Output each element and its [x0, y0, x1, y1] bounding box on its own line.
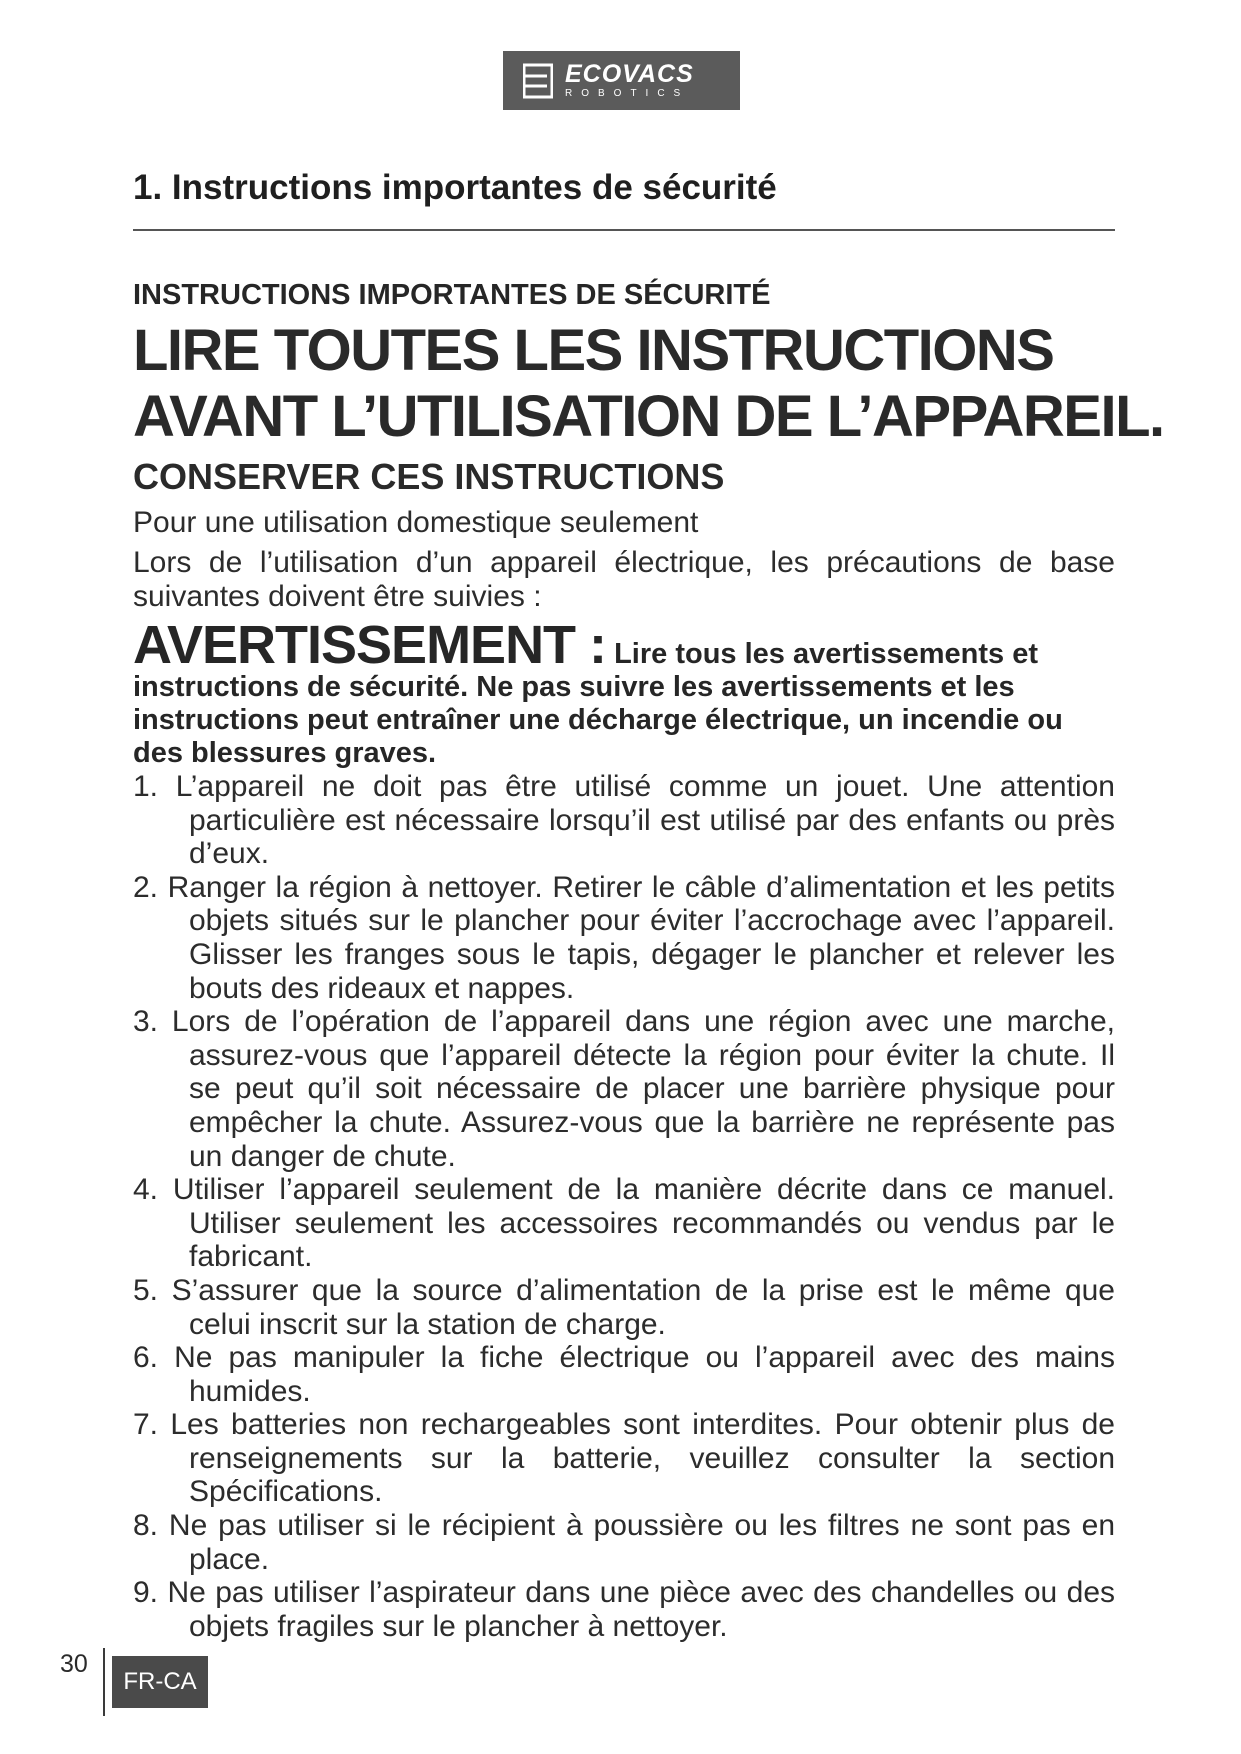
- heading-important-safety: INSTRUCTIONS IMPORTANTES DE SÉCURITÉ: [133, 279, 771, 311]
- heading-read-all-line2: AVANT L’UTILISATION DE L’APPAREIL.: [133, 384, 1164, 449]
- list-item: 6. Ne pas manipuler la fiche électrique ou l’appareil avec des mains humides.: [133, 1341, 1115, 1408]
- footer-divider: [103, 1648, 105, 1716]
- list-item: 2. Ranger la région à nettoyer. Retirer le câble d’alimentation et les petits objets situés sur le plancher pour éviter l’accrochage avec l’appareil. Glisser les franges sous le tapis, dégager le plancher et relever les bouts des rideaux et nappes.: [133, 870, 1115, 1005]
- heading-read-all-line1: LIRE TOUTES LES INSTRUCTIONS: [133, 318, 1054, 383]
- heading-keep-instructions: CONSERVER CES INSTRUCTIONS: [133, 456, 725, 497]
- logo-text: [565, 59, 694, 100]
- warning-text: Lire tous les avertissements et instructions de sécurité. Ne pas suivre les avertissements et les instructions peut entraîner une décharge électrique, un incendie ou des blessures graves.: [133, 638, 1063, 769]
- list-item: 8. Ne pas utiliser si le récipient à poussière ou les filtres ne sont pas en place.: [133, 1509, 1115, 1576]
- list-item: 5. S’assurer que la source d’alimentation de la prise est le même que celui inscrit sur la station de charge.: [133, 1273, 1115, 1341]
- list-item: 7. Les batteries non rechargeables sont interdites. Pour obtenir plus de renseignements sur la batterie, veuillez consulter la section Spécifications.: [133, 1408, 1115, 1509]
- warning-paragraph: [133, 615, 1115, 770]
- list-item: 3. Lors de l’opération de l’appareil dans une région avec une marche, assurez-vous que l’appareil détecte la région pour éviter la chute. Il se peut qu’il soit nécessaire de placer une barrière physique pour empêcher la chute. Assurez-vous que la barrière ne représente pas un danger de chute.: [133, 1005, 1115, 1173]
- list-item: 1. L’appareil ne doit pas être utilisé comme un jouet. Une attention particulière est nécessaire lorsqu’il est utilisé par des enfants ou près d’eux.: [133, 770, 1115, 871]
- safety-content: [133, 272, 1164, 1643]
- logo-subtitle: ROBOTICS: [565, 87, 690, 99]
- page-number: 30: [60, 1650, 88, 1678]
- list-item: 9. Ne pas utiliser l’aspirateur dans une pièce avec des chandelles ou des objets fragiles sur le plancher à nettoyer.: [133, 1576, 1115, 1643]
- list-item: 4. Utiliser l’appareil seulement de la manière décrite dans ce manuel. Utiliser seulement les accessoires recommandés ou vendus par le fabricant.: [133, 1173, 1115, 1274]
- warning-label: AVERTISSEMENT :: [133, 615, 607, 675]
- title-divider: [133, 229, 1115, 231]
- safety-list: [133, 770, 1115, 1643]
- language-tag: FR-CA: [112, 1656, 208, 1708]
- logo-brand: ECOVACS: [565, 59, 694, 88]
- domestic-use-note: Pour une utilisation domestique seulement: [133, 506, 699, 539]
- intro-paragraph: Lors de l’utilisation d’un appareil électrique, les précautions de base suivantes doivent être suivies :: [133, 546, 1115, 613]
- ecovacs-logo: [503, 51, 740, 110]
- ecovacs-logo-icon: [523, 63, 553, 99]
- section-title: 1. Instructions importantes de sécurité: [133, 168, 777, 207]
